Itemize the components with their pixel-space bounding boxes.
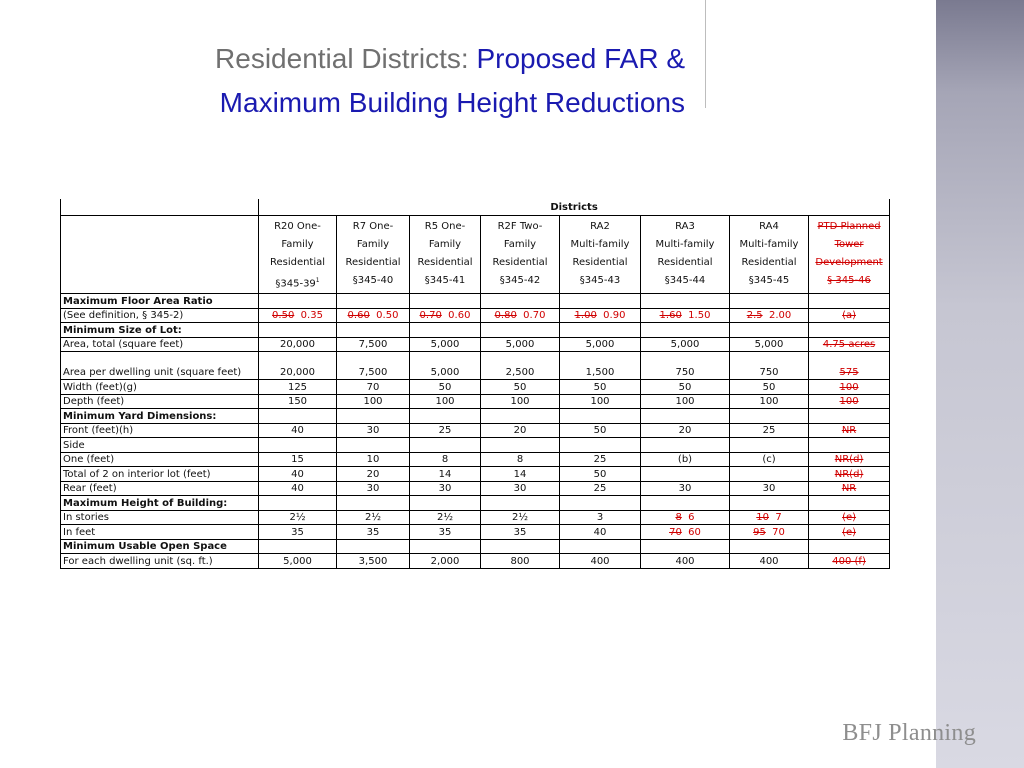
title-divider <box>705 0 706 108</box>
col-header-ra2: RA2 Multi-family Residential §345-43 <box>560 216 641 294</box>
row-label: Area, total (square feet) <box>61 337 259 352</box>
table-row: Depth (feet) 150 100 100 100 100 100 100 100 <box>61 394 890 409</box>
table-row: Width (feet)(g) 125 70 50 50 50 50 50 100 <box>61 380 890 395</box>
table-row: (See definition, § 345-2) 0.50 0.35 0.60 0.50 0.70 0.60 0.80 0.70 1.00 0.90 1.60 1.50 2.5 2.00 (a) <box>61 308 890 323</box>
section-row <box>61 539 890 554</box>
table-row: Front (feet)(h) 40 30 25 20 50 20 25 NR <box>61 423 890 438</box>
section-label: Maximum Height of Building: <box>61 496 259 511</box>
row-label: Rear (feet) <box>61 481 259 496</box>
bfj-logo: BFJ Planning <box>842 720 976 746</box>
table-row <box>61 438 890 453</box>
title-line2: Maximum Building Height Reductions <box>219 87 685 118</box>
table-row: Area, total (square feet) 20,000 7,500 5,000 5,000 5,000 5,000 5,000 4.75 acres <box>61 337 890 352</box>
row-label: Area per dwelling unit (square feet) <box>61 352 259 380</box>
col-header-r5: R5 One- Family Residential §345-41 <box>410 216 481 294</box>
row-label: In feet <box>61 525 259 540</box>
row-label: One (feet) <box>61 452 259 467</box>
section-label: Minimum Size of Lot: <box>61 323 259 338</box>
districts-header: Districts <box>259 199 890 216</box>
col-header-ptd: PTD Planned Tower Development § 345-46 <box>809 216 890 294</box>
section-row <box>61 409 890 424</box>
row-label: Depth (feet) <box>61 394 259 409</box>
slide-title <box>60 37 685 125</box>
row-label: In stories <box>61 510 259 525</box>
table-row: In stories 2½ 2½ 2½ 2½ 3 8 6 10 7 (e) <box>61 510 890 525</box>
header-blank <box>61 199 259 216</box>
col-header-r20: R20 One- Family Residential $\S 345-39^1$ <box>259 216 337 294</box>
section-row <box>61 323 890 338</box>
decorative-sidebar <box>936 0 1024 768</box>
section-label: Minimum Yard Dimensions: <box>61 409 259 424</box>
col-header-r7: R7 One- Family Residential §345-40 <box>337 216 410 294</box>
header-blank-2 <box>61 216 259 294</box>
section-row <box>61 294 890 309</box>
table-row: Area per dwelling unit (square feet) 20,000 7,500 5,000 2,500 1,500 750 750 575 <box>61 352 890 380</box>
far-table <box>60 199 890 569</box>
row-label: For each dwelling unit (sq. ft.) <box>61 554 259 569</box>
table-row: For each dwelling unit (sq. ft.) 5,000 3,500 2,000 800 400 400 400 400 (f) <box>61 554 890 569</box>
col-header-ra3: RA3 Multi-family Residential §345-44 <box>641 216 730 294</box>
table-row: One (feet) 15 10 8 8 25 (b) (c) NR(d) <box>61 452 890 467</box>
row-label: Front (feet)(h) <box>61 423 259 438</box>
row-label: Total of 2 on interior lot (feet) <box>61 467 259 482</box>
table-row: In feet 35 35 35 35 40 70 60 95 70 (e) <box>61 525 890 540</box>
row-label: Side <box>61 438 259 453</box>
table-row: Rear (feet) 40 30 30 30 25 30 30 NR <box>61 481 890 496</box>
section-label: Minimum Usable Open Space <box>61 539 259 554</box>
table-row: Total of 2 on interior lot (feet) 40 20 14 14 50 NR(d) <box>61 467 890 482</box>
title-prefix: Residential Districts: <box>215 43 477 74</box>
col-header-ra4: RA4 Multi-family Residential §345-45 <box>730 216 809 294</box>
title-highlight: Proposed FAR & <box>476 43 685 74</box>
row-label: (See definition, § 345-2) <box>61 308 259 323</box>
col-header-r2f: R2F Two- Family Residential §345-42 <box>481 216 560 294</box>
section-row <box>61 496 890 511</box>
section-label: Maximum Floor Area Ratio <box>61 294 259 309</box>
row-label: Width (feet)(g) <box>61 380 259 395</box>
